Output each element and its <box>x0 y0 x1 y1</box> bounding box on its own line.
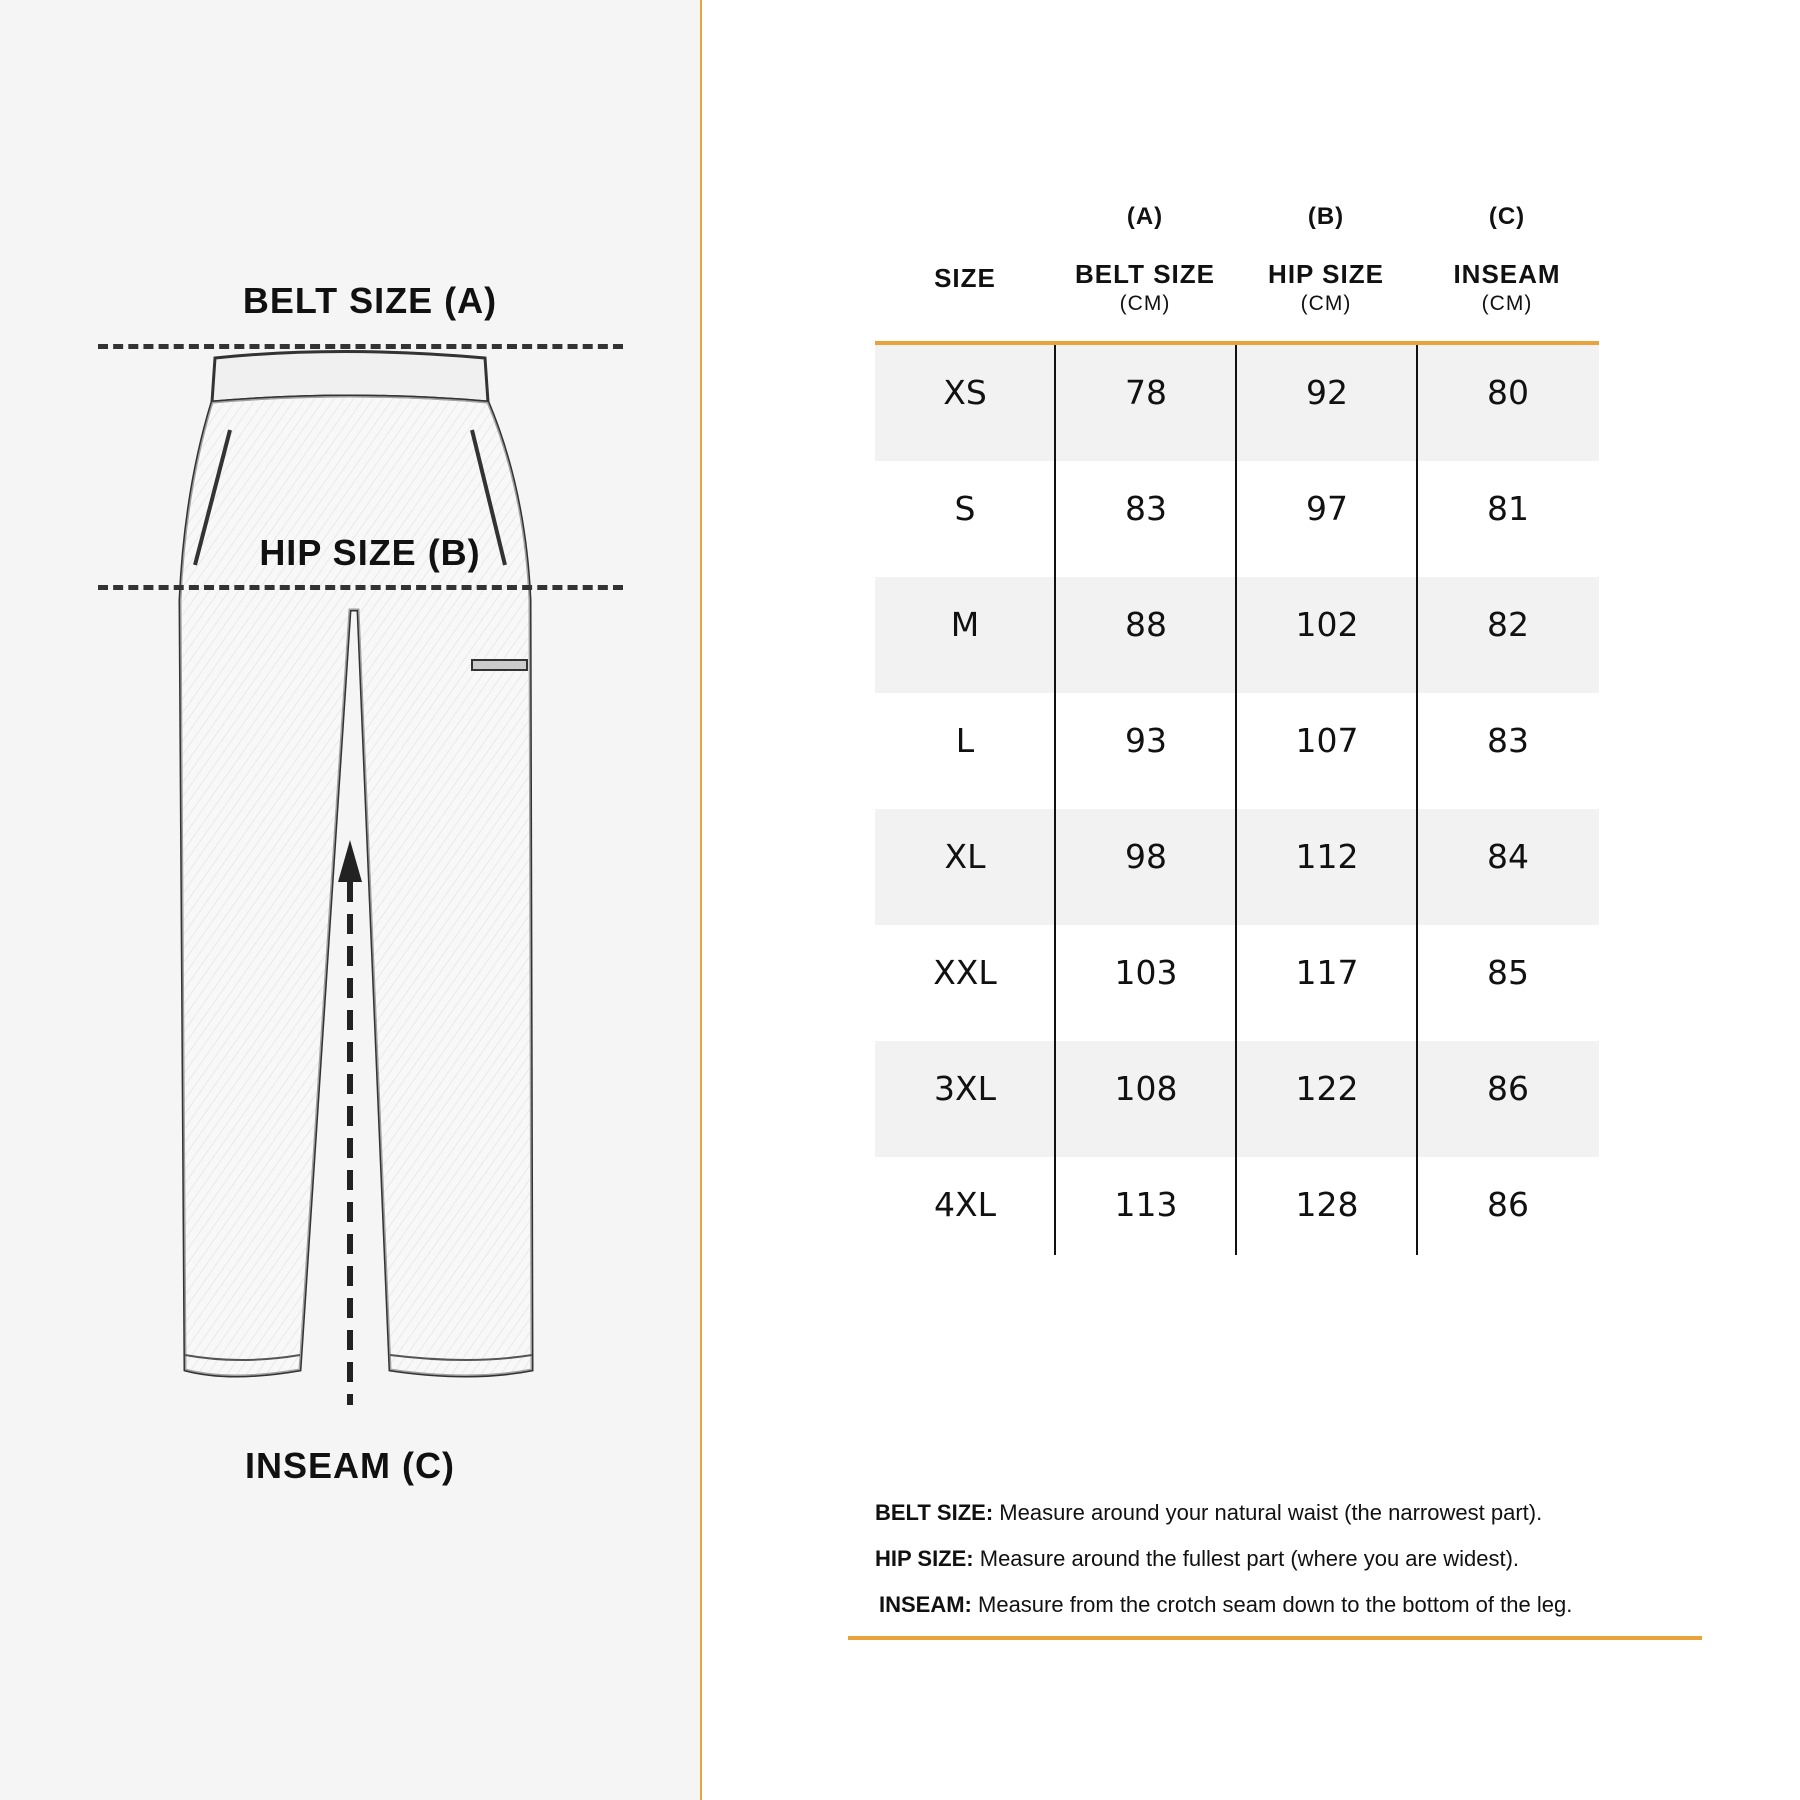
note-belt <box>875 1490 1695 1536</box>
header-belt-letter: (A) <box>1126 203 1164 230</box>
cell-belt: 108 <box>1114 1069 1178 1108</box>
table-row <box>875 345 1599 461</box>
header-inseam-letter: (C) <box>1488 203 1526 230</box>
cell-hip: 117 <box>1295 953 1359 992</box>
table-row <box>875 925 1599 1041</box>
header-hip-name: HIP SIZE <box>1268 259 1384 289</box>
diagram-panel <box>0 0 702 1800</box>
cell-size: XS <box>943 373 987 412</box>
header-inseam-unit: (CM) <box>1481 292 1533 315</box>
table-row <box>875 577 1599 693</box>
cell-belt: 98 <box>1125 837 1167 876</box>
cell-size: S <box>954 489 976 528</box>
cell-belt: 103 <box>1114 953 1178 992</box>
note-term: INSEAM: <box>879 1592 972 1617</box>
cell-hip: 128 <box>1295 1185 1359 1224</box>
note-hip <box>875 1536 1695 1582</box>
column-divider <box>1054 345 1056 1255</box>
cell-size: 4XL <box>934 1185 996 1224</box>
cell-belt: 93 <box>1125 721 1167 760</box>
header-size <box>885 263 1045 294</box>
inseam-label: INSEAM (C) <box>245 1445 455 1486</box>
header-hip-unit: (CM) <box>1300 292 1352 315</box>
table-row <box>875 693 1599 809</box>
cell-inseam: 84 <box>1487 837 1529 876</box>
notes-rule <box>848 1636 1702 1640</box>
belt-size-label: BELT SIZE (A) <box>242 280 498 321</box>
cell-inseam: 85 <box>1487 953 1529 992</box>
cell-inseam: 82 <box>1487 605 1529 644</box>
header-hip-letter: (B) <box>1307 203 1345 230</box>
inseam-arrow <box>330 840 370 1410</box>
measurement-notes <box>875 1490 1695 1628</box>
header-size-name: SIZE <box>934 263 996 293</box>
cell-size: XL <box>944 837 986 876</box>
cell-belt: 113 <box>1114 1185 1178 1224</box>
table-row <box>875 1157 1599 1273</box>
cell-hip: 107 <box>1295 721 1359 760</box>
note-term: HIP SIZE: <box>875 1546 974 1571</box>
cell-hip: 92 <box>1306 373 1348 412</box>
hip-size-label: HIP SIZE (B) <box>259 532 481 573</box>
header-belt-unit: (CM) <box>1119 292 1171 315</box>
header-hip <box>1236 203 1416 316</box>
cell-inseam: 86 <box>1487 1185 1529 1224</box>
note-text: Measure from the crotch seam down to the bottom of the leg. <box>971 1592 1573 1617</box>
table-row <box>875 1041 1599 1157</box>
table-row <box>875 809 1599 925</box>
cell-hip: 122 <box>1295 1069 1359 1108</box>
cell-size: XXL <box>933 953 997 992</box>
cell-inseam: 83 <box>1487 721 1529 760</box>
header-belt <box>1055 203 1235 316</box>
cell-inseam: 86 <box>1487 1069 1529 1108</box>
cell-inseam: 81 <box>1487 489 1529 528</box>
cell-hip: 112 <box>1295 837 1359 876</box>
note-inseam <box>875 1582 1695 1628</box>
column-divider <box>1235 345 1237 1255</box>
hip-line <box>98 585 623 590</box>
note-term: BELT SIZE: <box>875 1500 994 1525</box>
cell-belt: 88 <box>1125 605 1167 644</box>
note-text: Measure around your natural waist (the narrowest part). <box>993 1500 1543 1525</box>
header-inseam-name: INSEAM <box>1453 259 1561 289</box>
table-row <box>875 461 1599 577</box>
cell-hip: 102 <box>1295 605 1359 644</box>
cell-size: L <box>955 721 975 760</box>
cell-size: 3XL <box>934 1069 996 1108</box>
note-text: Measure around the fullest part (where you are widest). <box>973 1546 1520 1571</box>
cell-belt: 83 <box>1125 489 1167 528</box>
header-inseam <box>1417 203 1597 316</box>
column-divider <box>1416 345 1418 1255</box>
cell-hip: 97 <box>1306 489 1348 528</box>
cell-inseam: 80 <box>1487 373 1529 412</box>
cell-belt: 78 <box>1125 373 1167 412</box>
cell-size: M <box>950 605 980 644</box>
header-belt-name: BELT SIZE <box>1075 259 1215 289</box>
